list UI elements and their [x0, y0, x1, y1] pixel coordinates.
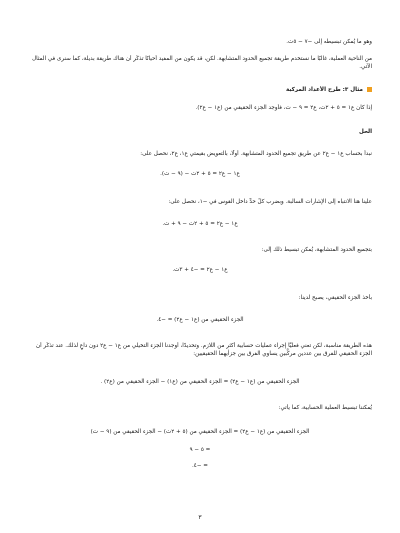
- equation-1: ع١ − ع٢ = ٥ + ٢ت − (٩ − ت).: [160, 171, 240, 177]
- simplify-note: يُمكننا تبسيط العملية الحسابية، كما يأتي:: [278, 405, 372, 411]
- example-title: مثال ٣: طرح الأعداد المركبة: [285, 87, 363, 93]
- example-title-row: [28, 86, 372, 94]
- equation-3: ع١ − ع٢ = −٤ + ٣ت.: [172, 267, 228, 273]
- real-part-note: بأخذ الجزء الحقيقي، يصبح لدينا:: [298, 295, 372, 301]
- solution-heading: الحل: [358, 129, 372, 135]
- equation-8: = −٤.: [192, 463, 208, 469]
- equation-5: الجزء الحقيقي من (ع١ − ع٢) = الجزء الحقيقي من (ع١) − الجزء الحقيقي من (ع٢) .: [100, 379, 300, 385]
- problem-statement: إذا كان ع١ = ٥ + ٢ت، ع٢ = ٩ − ت، فأوجد الجزء الحقيقي من (ع١ − ع٢).: [195, 105, 372, 111]
- distribute-note: علينا هنا الانتباه إلى الإشارات السالبة. وبضرب كلِّ حدٍّ داخل القوس في −١، نحصل على:: [168, 199, 372, 205]
- equation-2: ع١ − ع٢ = ٥ + ٢ت − ٩ + ت.: [162, 221, 238, 227]
- method-paragraph: هذه الطريقة مناسبة، لكن تعني فعليًّا إجراء عمليات حسابية أكثر من اللازم. وتحديدًا، أوجدنا الجزء التخيلي من ع١ − ع٢ دون داعٍ لذلك. عند تذكُّر أن الجزء الحقيقي للفرق بين عددين مركَّبين يساوي الفرق بين جزأيهما الحقيقيين:: [36, 343, 372, 357]
- practice-paragraph: من الناحية العملية، غالبًا ما نستخدم طريقة تجميع الحدود المتشابهة. لكن، قد يكون من المفيد أحيانًا تذكُّر أن هناك طريقة بديلة، كما سنرى في المثال الآتي.: [32, 56, 372, 70]
- equation-6: الجزء الحقيقي من (ع١ − ع٢) = الجزء الحقيقي من (٥ + ٢ت) − الجزء الحقيقي من (٩ − ت): [90, 429, 310, 435]
- intro-line: وهو ما يُمكن تبسيطه إلى −٧ − ٥ت.: [286, 39, 372, 45]
- equation-4: الجزء الحقيقي من (ع١ − ع٢) = −٤.: [156, 317, 244, 323]
- page-number: ٣: [198, 514, 202, 521]
- example-marker-icon: [367, 87, 372, 92]
- equation-7: = ٥ − ٩: [189, 447, 211, 453]
- grouping-note: بتجميع الحدود المتشابهة، يُمكن تبسيط ذلك إلى:: [261, 247, 372, 253]
- solution-intro: نبدأ بحساب ع١ − ع٢ عن طريق تجميع الحدود المتشابهة. أولًا، بالتعويض بقيمتي ع١، ع٢، نحصل على:: [140, 151, 372, 157]
